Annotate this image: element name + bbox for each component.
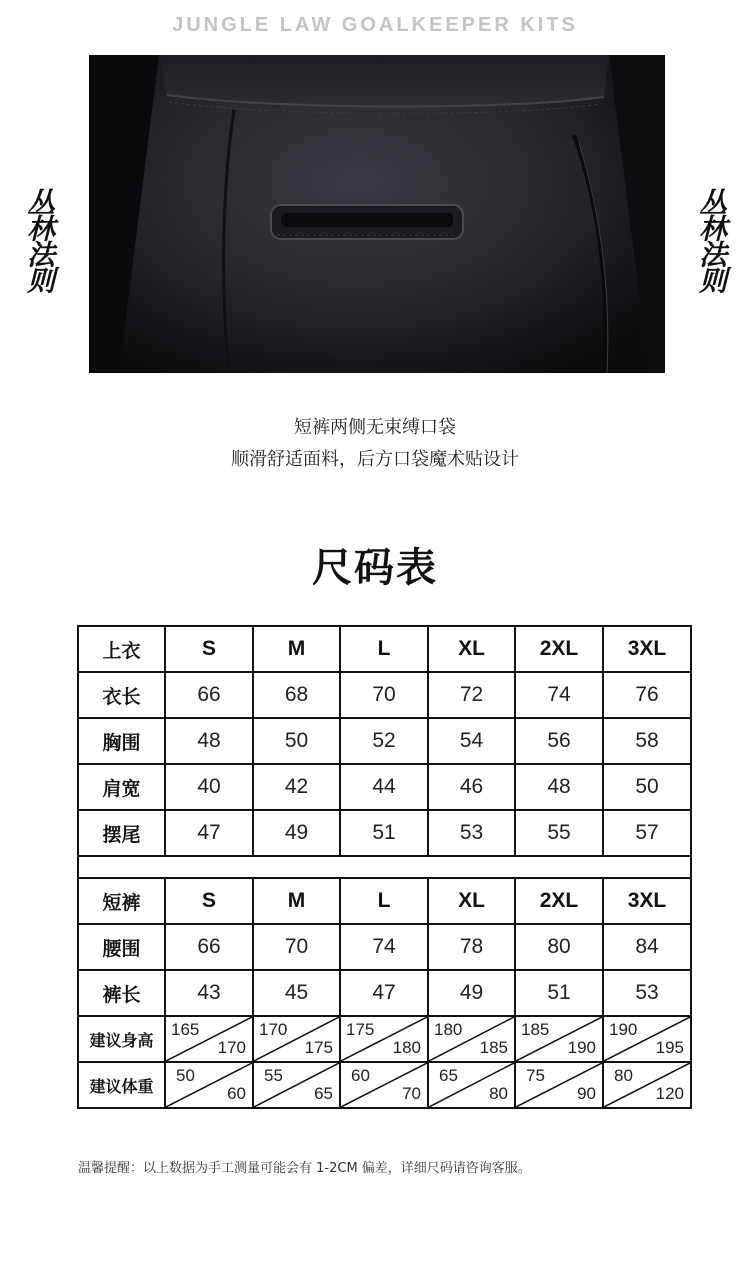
shorts-size-2xl: 2XL [515, 878, 603, 924]
table-cell: 74 [515, 672, 603, 718]
weight-min: 55 [264, 1066, 283, 1085]
height-min: 180 [434, 1020, 463, 1039]
table-row [78, 672, 691, 718]
top-label: 上衣 [78, 626, 165, 672]
product-description [0, 412, 750, 476]
top-size-xl: XL [428, 626, 515, 672]
product-photo [89, 55, 665, 373]
size-chart-table [77, 625, 692, 1109]
table-cell: 48 [165, 718, 253, 764]
table-cell: 47 [340, 970, 428, 1016]
brand-title: JUNGLE LAW GOALKEEPER KITS [172, 14, 578, 36]
table-cell: 54 [428, 718, 515, 764]
side-brand-left-text: 丛林法则 [23, 188, 56, 292]
measurement-note: 温馨提醒：以上数据为手工测量可能会有 1-2CM 偏差，详细尺码请咨询客服。 [78, 1161, 531, 1176]
table-cell: 68 [253, 672, 340, 718]
height-min: 175 [346, 1020, 375, 1039]
table-cell: 42 [253, 764, 340, 810]
table-cell: 47 [165, 810, 253, 856]
table-cell: 58 [603, 718, 691, 764]
row-label: 衣长 [78, 672, 165, 718]
height-range-cell [253, 1016, 340, 1062]
top-size-header-row [78, 626, 691, 672]
table-row [78, 924, 691, 970]
table-cell: 53 [603, 970, 691, 1016]
shorts-size-header-row [78, 878, 691, 924]
table-cell: 50 [253, 718, 340, 764]
height-max: 195 [655, 1038, 684, 1057]
top-size-s: S [165, 626, 253, 672]
height-max: 190 [567, 1038, 596, 1057]
top-size-m: M [253, 626, 340, 672]
table-cell: 72 [428, 672, 515, 718]
table-cell: 74 [340, 924, 428, 970]
top-size-l: L [340, 626, 428, 672]
height-max: 175 [304, 1038, 333, 1057]
weight-max: 65 [314, 1084, 333, 1103]
weight-range-cell [428, 1062, 515, 1108]
table-row [78, 764, 691, 810]
table-cell: 50 [603, 764, 691, 810]
weight-min: 50 [176, 1066, 195, 1085]
weight-min: 75 [526, 1066, 545, 1085]
table-cell: 49 [428, 970, 515, 1016]
table-cell: 76 [603, 672, 691, 718]
table-cell: 44 [340, 764, 428, 810]
table-cell: 49 [253, 810, 340, 856]
size-chart-title: 尺码表 [312, 545, 438, 591]
table-cell: 53 [428, 810, 515, 856]
row-label: 裤长 [78, 970, 165, 1016]
top-size-2xl: 2XL [515, 626, 603, 672]
height-range-cell [165, 1016, 253, 1062]
table-cell: 51 [515, 970, 603, 1016]
height-min: 165 [171, 1020, 200, 1039]
shorts-label: 短裤 [78, 878, 165, 924]
table-spacer-row [78, 856, 691, 878]
weight-range-cell [165, 1062, 253, 1108]
height-min: 185 [521, 1020, 550, 1039]
table-cell: 56 [515, 718, 603, 764]
spacer-cell [78, 856, 691, 878]
row-label: 胸围 [78, 718, 165, 764]
height-min: 190 [609, 1020, 638, 1039]
weight-max: 70 [402, 1084, 421, 1103]
weight-min: 60 [351, 1066, 370, 1085]
height-max: 170 [217, 1038, 246, 1057]
table-row [78, 718, 691, 764]
row-label: 肩宽 [78, 764, 165, 810]
table-row [78, 810, 691, 856]
table-cell: 57 [603, 810, 691, 856]
description-line-1: 短裤两侧无束缚口袋 [294, 417, 456, 438]
table-cell: 52 [340, 718, 428, 764]
row-label: 摆尾 [78, 810, 165, 856]
shorts-size-m: M [253, 878, 340, 924]
shorts-size-3xl: 3XL [603, 878, 691, 924]
weight-max: 120 [655, 1084, 684, 1103]
weight-range-cell [603, 1062, 691, 1108]
side-brand-right [694, 160, 728, 320]
side-brand-left [22, 160, 56, 320]
height-min: 170 [259, 1020, 288, 1039]
shorts-size-xl: XL [428, 878, 515, 924]
table-cell: 66 [165, 924, 253, 970]
table-cell: 78 [428, 924, 515, 970]
table-row [78, 970, 691, 1016]
table-cell: 51 [340, 810, 428, 856]
weight-range-cell [253, 1062, 340, 1108]
table-cell: 84 [603, 924, 691, 970]
table-cell: 70 [253, 924, 340, 970]
height-row [78, 1016, 691, 1062]
table-cell: 40 [165, 764, 253, 810]
table-cell: 55 [515, 810, 603, 856]
description-line-2: 顺滑舒适面料，后方口袋魔术贴设计 [231, 449, 519, 470]
table-cell: 80 [515, 924, 603, 970]
table-cell: 48 [515, 764, 603, 810]
height-max: 185 [479, 1038, 508, 1057]
shorts-size-s: S [165, 878, 253, 924]
height-range-cell [428, 1016, 515, 1062]
row-label: 腰围 [78, 924, 165, 970]
shorts-size-l: L [340, 878, 428, 924]
side-brand-right-text: 丛林法则 [695, 188, 728, 292]
top-size-3xl: 3XL [603, 626, 691, 672]
height-range-cell [515, 1016, 603, 1062]
weight-range-cell [515, 1062, 603, 1108]
weight-range-cell [340, 1062, 428, 1108]
table-cell: 70 [340, 672, 428, 718]
shorts-illustration [89, 55, 665, 373]
weight-max: 60 [227, 1084, 246, 1103]
table-cell: 45 [253, 970, 340, 1016]
weight-label: 建议体重 [78, 1062, 165, 1108]
table-cell: 46 [428, 764, 515, 810]
weight-max: 90 [577, 1084, 596, 1103]
height-label: 建议身高 [78, 1016, 165, 1062]
height-range-cell [340, 1016, 428, 1062]
weight-row [78, 1062, 691, 1108]
table-cell: 43 [165, 970, 253, 1016]
weight-min: 65 [439, 1066, 458, 1085]
height-range-cell [603, 1016, 691, 1062]
table-cell: 66 [165, 672, 253, 718]
weight-max: 80 [489, 1084, 508, 1103]
height-max: 180 [392, 1038, 421, 1057]
weight-min: 80 [614, 1066, 633, 1085]
